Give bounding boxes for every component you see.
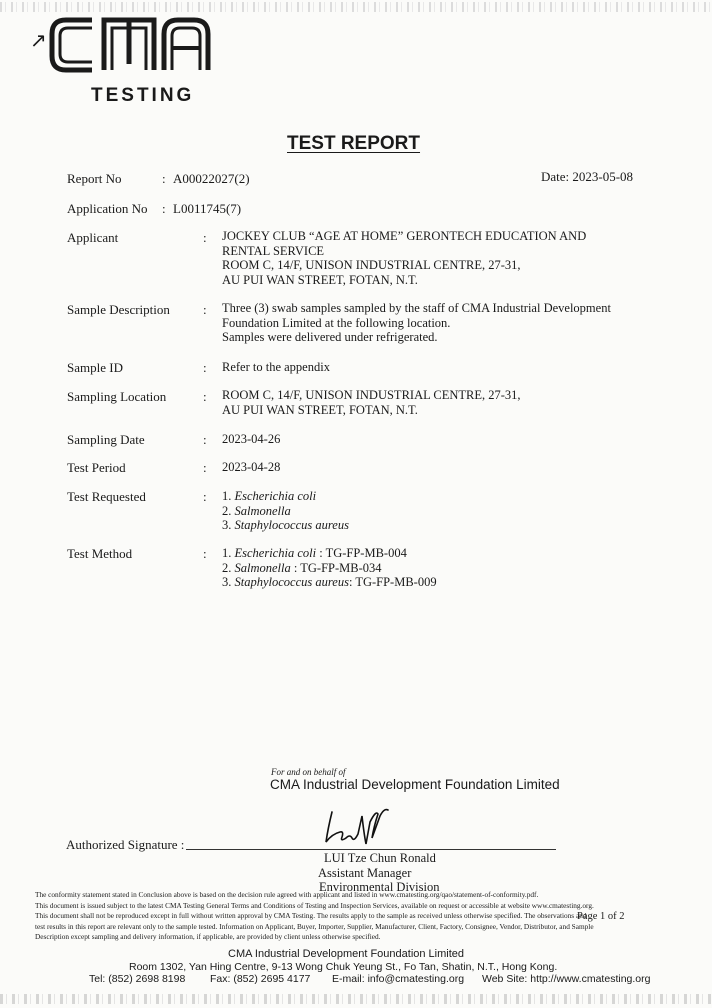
method-code: TG-FP-MB-009: [355, 575, 437, 589]
item-number: 2.: [222, 560, 232, 575]
applicant-value: [222, 229, 586, 287]
item-number: 1.: [222, 489, 232, 503]
test-requested-item: [222, 518, 349, 533]
sampling-location-value: [222, 388, 521, 417]
test-requested-item: [222, 504, 349, 519]
sampling-location-label: Sampling Location: [67, 389, 167, 404]
organism-name: Escherichia coli: [234, 546, 317, 560]
test-period-label: Test Period: [67, 460, 126, 475]
signature-company: CMA Industrial Development Foundation Limited: [270, 777, 560, 792]
testing-wordmark: TESTING: [91, 85, 195, 106]
notice-line: This document is issued subject to the latest CMA Testing General Terms and Conditions of Testing and Inspection Services, available on request or accessible at website www.cmatesting.org.: [35, 900, 594, 910]
method-separator: :: [348, 575, 356, 589]
sampling-location-line: ROOM C, 14/F, UNISON INDUSTRIAL CENTRE, 27-31,: [222, 388, 521, 402]
sample-id-value: Refer to the appendix: [222, 360, 330, 374]
method-separator: :: [316, 546, 326, 560]
item-number: 3.: [222, 518, 232, 532]
sample-description-line: Three (3) swab samples sampled by the staff of CMA Industrial Development: [222, 301, 611, 315]
test-requested-label: Test Requested: [67, 489, 146, 504]
footer-email: E-mail: info@cmatesting.org: [332, 973, 465, 985]
test-period-colon: :: [203, 460, 207, 475]
page-title: TEST REPORT: [287, 133, 421, 154]
notice-line: Description except sampling and delivery information, if applicable, are provided by client unless otherwise specified.: [35, 932, 381, 942]
arrow-mark-icon: ↗: [30, 28, 47, 52]
signatory-name: LUI Tze Chun Ronald: [324, 851, 436, 865]
applicant-colon: :: [203, 230, 207, 245]
footer-address: Room 1302, Yan Hing Centre, 9-13 Wong Chuk Yeung St., Fo Tan, Shatin, N.T., Hong Kong.: [129, 961, 558, 973]
report-no-label: Report No: [67, 171, 122, 186]
method-code: TG-FP-MB-034: [300, 560, 382, 575]
signatory-position: Assistant Manager: [318, 866, 412, 880]
organism-name: Salmonella: [234, 503, 291, 518]
signature-graphic: [318, 804, 398, 850]
applicant-line: AU PUI WAN STREET, FOTAN, N.T.: [222, 272, 418, 287]
report-date: Date: 2023-05-08: [541, 169, 634, 184]
report-no-colon: :: [162, 171, 166, 186]
scan-noise-bottom: [0, 994, 712, 1004]
sampling-date-colon: :: [203, 432, 207, 447]
applicant-line: RENTAL SERVICE: [222, 243, 325, 258]
test-requested-list: [222, 489, 349, 533]
organism-name: Staphylococcus aureus: [234, 518, 349, 532]
notice-line: The conformity statement stated in Conclusion above is based on the decision rule agreed with applicant and listed in www.cmatesting.org/qao/statement-of-conformity.pdf.: [35, 890, 539, 899]
applicant-label: Applicant: [67, 230, 119, 245]
notice-line: This document shall not be reproduced except in full without written approval by CMA Testing. The results apply to the sample as received unless otherwise specified. The observations and: [35, 911, 587, 921]
sample-description-value: [222, 301, 611, 345]
application-no-colon: :: [162, 201, 166, 216]
sample-description-line: Samples were delivered under refrigerated.: [222, 330, 438, 344]
test-method-label: Test Method: [67, 546, 133, 561]
footer-fax: Fax: (852) 2695 4177: [210, 973, 311, 985]
organism-name: Staphylococcus aureus: [234, 575, 349, 589]
test-method-item: [222, 575, 437, 590]
footer-company: CMA Industrial Development Foundation Limited: [228, 948, 465, 960]
application-no-value: L0011745(7): [173, 201, 242, 216]
sample-description-colon: :: [203, 302, 207, 317]
test-period-value: 2023-04-28: [222, 460, 281, 474]
sample-description-line: Foundation Limited at the following location.: [222, 315, 451, 330]
on-behalf-text: For and on behalf of: [271, 767, 346, 777]
footer-website[interactable]: Web Site: http://www.cmatesting.org: [482, 973, 651, 985]
method-code: TG-FP-MB-004: [325, 546, 407, 560]
page-number: Page 1 of 2: [577, 911, 625, 922]
test-method-item: [222, 561, 437, 576]
applicant-line: ROOM C, 14/F, UNISON INDUSTRIAL CENTRE, 27-31,: [222, 258, 521, 272]
sampling-date-value: 2023-04-26: [222, 432, 281, 446]
scan-noise-top: [0, 2, 712, 12]
method-separator: :: [290, 560, 301, 575]
sample-description-label: Sample Description: [67, 302, 170, 317]
test-method-item: [222, 546, 437, 561]
test-method-list: [222, 546, 437, 590]
signature-line: [186, 849, 556, 850]
report-no-value: A00022027(2): [173, 171, 250, 186]
test-method-colon: :: [203, 546, 207, 561]
signatory-division: Environmental Division: [319, 880, 440, 894]
test-requested-colon: :: [203, 489, 207, 504]
cma-logo-graphic: [46, 14, 214, 76]
organism-name: Escherichia coli: [234, 489, 317, 503]
cma-logo: [46, 14, 214, 81]
item-number: 2.: [222, 503, 232, 518]
sample-id-colon: :: [203, 360, 207, 375]
notice-line: test results in this report are relevant only to the sample tested. Information on Applicant, Buyer, Importer, Supplier, Manufacturer, Client, Factory, Consignee, Vendor, Distributor, and Sample: [35, 921, 594, 931]
sample-id-label: Sample ID: [67, 360, 123, 375]
authorized-signature-label: Authorized Signature :: [66, 837, 185, 852]
application-no-label: Application No: [67, 201, 148, 216]
item-number: 1.: [222, 546, 232, 560]
item-number: 3.: [222, 575, 232, 589]
sampling-date-label: Sampling Date: [67, 432, 145, 447]
test-requested-item: [222, 489, 349, 504]
organism-name: Salmonella: [234, 560, 291, 575]
sampling-location-line: AU PUI WAN STREET, FOTAN, N.T.: [222, 402, 418, 417]
handwritten-signature: [318, 804, 398, 855]
sampling-location-colon: :: [203, 389, 207, 404]
footer-tel: Tel: (852) 2698 8198: [89, 973, 186, 985]
applicant-line: JOCKEY CLUB “AGE AT HOME” GERONTECH EDUCATION AND: [222, 229, 587, 243]
